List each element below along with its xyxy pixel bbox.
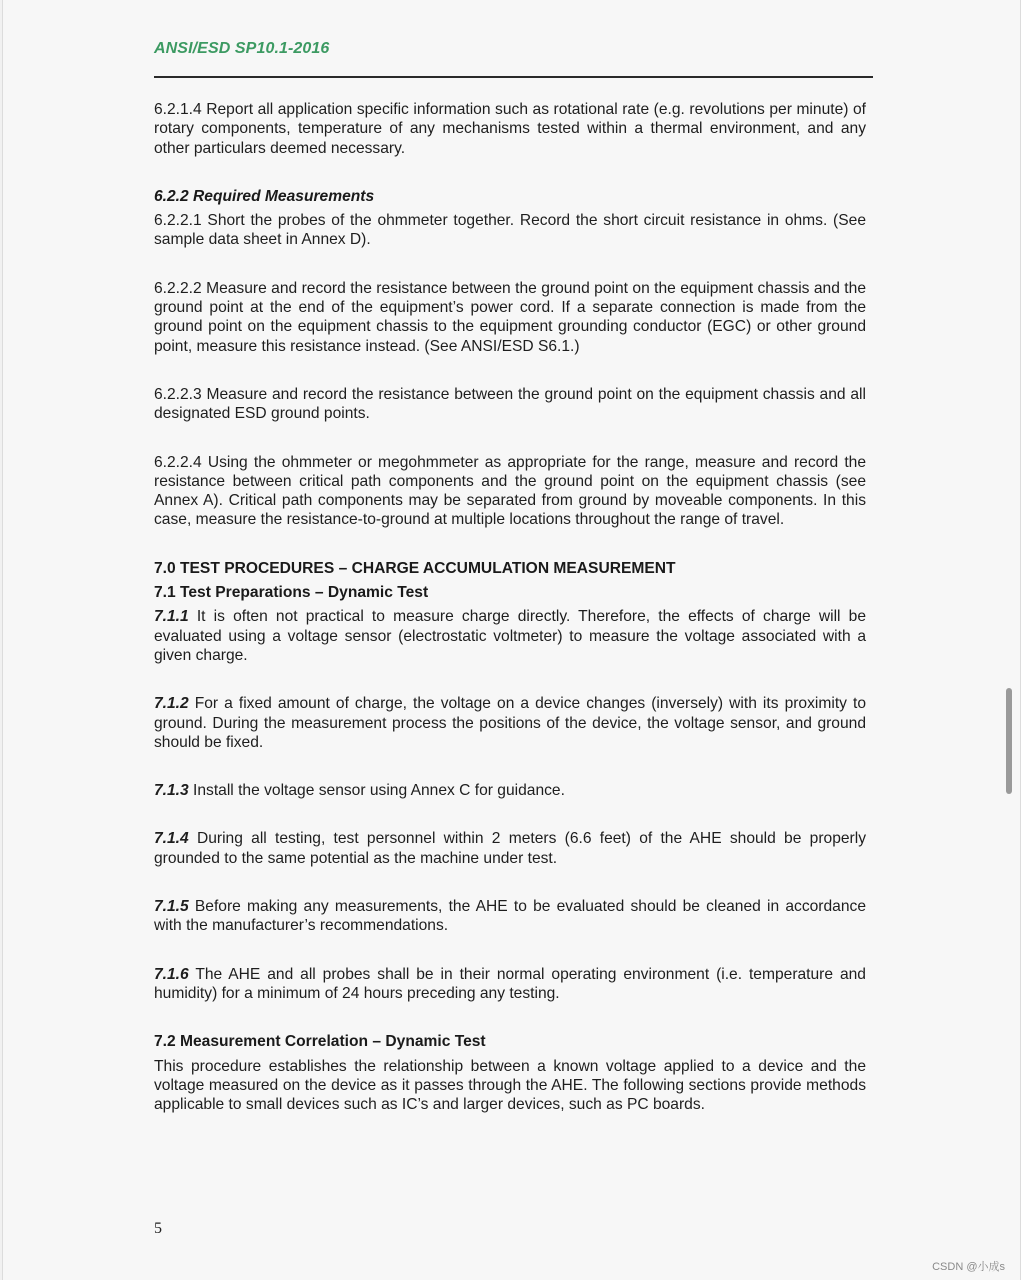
clause-number: 7.1.2 <box>154 695 189 713</box>
clause-number: 7.1.6 <box>154 965 189 983</box>
paragraph-6-2-2-3: 6.2.2.3 Measure and record the resistance between the ground point on the equipment chassis and all designated ESD ground points. <box>154 385 866 423</box>
paragraph-6-2-2-1: 6.2.2.1 Short the probes of the ohmmeter together. Record the short circuit resistance in ohms. (See sample data sheet in Annex D). <box>154 212 866 249</box>
paragraph-6-2-1-4: 6.2.1.4 Report all application specific information such as rotational rate (e.g. revolutions per minute) of rotary components, temperature of any mechanisms tested within a thermal environment, and any other particulars deemed necessary. <box>154 101 866 157</box>
clause-number: 7.1.4 <box>154 830 189 848</box>
heading-7-2: 7.2 Measurement Correlation – Dynamic Test <box>154 1033 486 1051</box>
paragraph-7-1-4 <box>154 829 866 868</box>
paragraph-7-1-1 <box>154 607 866 665</box>
document-page <box>2 0 1021 1280</box>
paragraph-7-1-6 <box>154 965 866 1004</box>
header-divider <box>154 76 873 78</box>
clause-text: During all testing, test personnel within 2 meters (6.6 feet) of the AHE should be properly grounded to the same potential as the machine under test. <box>154 830 866 867</box>
clause-number: 7.1.5 <box>154 898 189 916</box>
paragraph-7-2: This procedure establishes the relationship between a known voltage applied to a device and the voltage measured on the device as it passes through the AHE. The following sections provide methods applicable to small devices such as IC’s and larger devices, such as PC boards. <box>154 1057 866 1114</box>
clause-text: Before making any measurements, the AHE to be evaluated should be cleaned in accordance with the manufacturer’s recommendations. <box>154 898 866 935</box>
document-header-title: ANSI/ESD SP10.1-2016 <box>154 40 330 57</box>
paragraph-7-1-5 <box>154 897 866 936</box>
clause-text: It is often not practical to measure charge directly. Therefore, the effects of charge will be evaluated using a voltage sensor (electrostatic voltmeter) to measure the voltage associated with a given charge. <box>154 608 866 664</box>
heading-7-1: 7.1 Test Preparations – Dynamic Test <box>154 584 429 602</box>
vertical-scrollbar[interactable] <box>1006 688 1012 794</box>
clause-text: The AHE and all probes shall be in their normal operating environment (i.e. temperature and humidity) for a minimum of 24 hours preceding any testing. <box>154 965 866 1002</box>
paragraph-7-1-2 <box>154 694 866 752</box>
paragraph-7-1-3 <box>154 781 866 800</box>
paragraph-6-2-2-2: 6.2.2.2 Measure and record the resistance between the ground point on the equipment chassis and the ground point at the end of the equipment’s power cord. If a separate connection is made from the ground point on the equipment chassis to the equipment grounding conductor (EGC) or other ground point, measure this resistance instead. (See ANSI/ESD S6.1.) <box>154 279 866 355</box>
clause-text: Install the voltage sensor using Annex C for guidance. <box>193 782 565 800</box>
clause-number: 7.1.3 <box>154 782 189 800</box>
clause-text: For a fixed amount of charge, the voltage on a device changes (inversely) with its proximity to ground. During the measurement process the positions of the device, the voltage sensor, and ground should be fixed. <box>154 695 866 751</box>
heading-7-0: 7.0 TEST PROCEDURES – CHARGE ACCUMULATION MEASUREMENT <box>154 559 676 577</box>
document-body <box>154 100 866 1114</box>
clause-number: 7.1.1 <box>154 608 189 626</box>
paragraph-6-2-2-4: 6.2.2.4 Using the ohmmeter or megohmmeter as appropriate for the range, measure and record the resistance between critical path components and the ground point on the equipment chassis (see Annex A). Critical path components may be separated from ground by moveable components. In this case, measure the resistance-to-ground at multiple locations throughout the range of travel. <box>154 453 866 529</box>
page-number: 5 <box>154 1220 162 1237</box>
csdn-watermark: CSDN @小成s <box>932 1261 1005 1273</box>
heading-6-2-2: 6.2.2 Required Measurements <box>154 187 375 205</box>
